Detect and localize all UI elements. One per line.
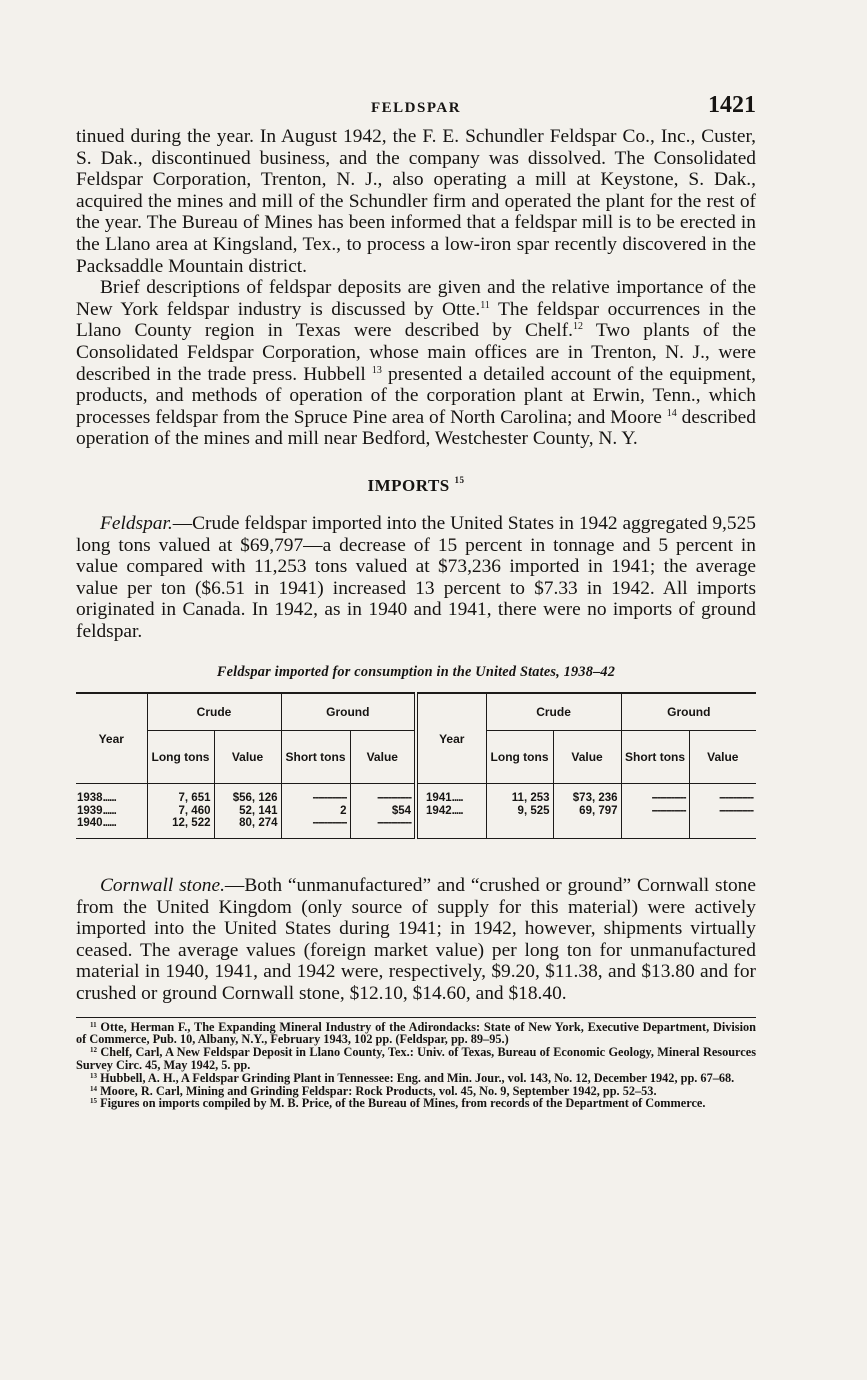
table-caption: Feldspar imported for consumption in the United States, 1938–42 — [216, 664, 616, 681]
data-cell: $56, 126 — [214, 792, 281, 805]
footnote-text: Figures on imports compiled by M. B. Price, of the Bureau of Mines, from records of the Department of Commerce. — [97, 1096, 706, 1111]
footnote-ref[interactable]: 14 — [666, 407, 677, 419]
running-title: FELDSPAR — [370, 100, 462, 116]
paragraph-text: presented a detailed account of the equipment, products, and methods of operation of the corporation plant at Erwin, Tenn., which processes feldspar from the Spruce Pine area of North Carolina; and Moore — [76, 363, 757, 428]
col-header-value: Value — [689, 731, 756, 784]
paragraph-cornwall-stone — [76, 875, 756, 1005]
paragraph-text: —Both “unmanufactured” and “crushed or ground” Cornwall stone from the United Kingdom (only source of supply for this material) were actively imported into the United States during 1941; in 1942, however, shipments virtually ceased. The average values (foreign market value) per long ton for unmanufactured material in 1940, 1941, and 1942 were, respectively, $9.20, $11.38, and $13.80 and for crushed or ground Cornwall stone, $12.10, $14.60, and $18.40. — [76, 874, 756, 1004]
data-cell: 80, 274 — [214, 817, 281, 830]
footnote-number: 11 — [90, 1020, 97, 1029]
footnotes — [76, 1017, 756, 1111]
paragraph-text: described operation of the mines and mill near Bedford, Westchester County, N. Y. — [76, 406, 756, 450]
footnote-ref[interactable]: 11 — [480, 299, 490, 311]
footnote-number: 14 — [90, 1084, 97, 1093]
year-cell: 1942..... — [416, 805, 486, 818]
footnote-text: Hubbell, A. H., A Feldspar Grinding Plant in Tennessee: Eng. and Min. Jour., vol. 143, No. 12, December 1942, pp. 67–68. — [97, 1070, 735, 1085]
paragraph-feldspar-imports — [76, 513, 756, 643]
year-cell: 1939...... — [77, 804, 116, 817]
year-value: 1941 — [426, 792, 452, 805]
data-cell: 2 — [281, 805, 350, 818]
page-number: 1421 — [708, 92, 756, 118]
data-cell-empty: ------------ — [350, 792, 416, 805]
data-cell-empty: ------------ — [621, 792, 689, 805]
data-cell: 69, 797 — [553, 805, 621, 818]
footnote — [76, 1021, 756, 1047]
data-cell: 52, 141 — [214, 805, 281, 818]
run-in-heading: Cornwall stone. — [100, 874, 225, 896]
footnote-ref[interactable]: 12 — [572, 321, 583, 333]
paragraph-text: The feldspar occurrences in the Llano County region in Texas were described by Chelf. — [76, 298, 756, 342]
paragraph-references — [76, 277, 756, 450]
data-cell: $73, 236 — [553, 792, 621, 805]
footnote-text: Otte, Herman F., The Expanding Mineral Industry of the Adirondacks: State of New York, Executive Department, Division of Commerce, Pub. 10, Albany, N.Y., February 1943, 102 pp. (Feldspar, pp. 89–95.) — [76, 1019, 756, 1047]
col-header-year: Year — [416, 693, 486, 784]
data-cell-empty: ------------ — [621, 805, 689, 818]
col-header-crude: Crude — [147, 693, 281, 731]
footnote-text: Moore, R. Carl, Mining and Grinding Feldspar: Rock Products, vol. 45, No. 9, September 1942, pp. 52–53. — [97, 1083, 657, 1098]
col-header-long-tons: Long tons — [147, 731, 214, 784]
footnote-ref[interactable]: 15 — [454, 474, 465, 485]
paragraph-continued: tinued during the year. In August 1942, the F. E. Schundler Feldspar Co., Inc., Custer, S. Dak., discontinued business, and the company was dissolved. The Consolidated Feldspar Corporation, Trenton, N. J., also operating a mill at Keystone, S. Dak., acquired the mines and mill of the Schundler firm and operated the plant for the rest of the year. The Bureau of Mines has been informed that a feldspar mill is to be erected in the Llano area at Kingsland, Tex., to process a low-iron spar recently discovered in the Packsaddle Mountain district. — [76, 126, 756, 277]
year-cell: 1941..... — [416, 792, 486, 805]
data-cell: 11, 253 — [486, 792, 553, 805]
paragraph-text: Brief descriptions of feldspar deposits are given and the relative importance of the New York feldspar industry is discussed by Otte. — [76, 277, 756, 320]
footnote — [76, 1046, 756, 1072]
col-header-year: Year — [76, 693, 147, 784]
paragraph-text: —Crude feldspar imported into the United States in 1942 aggregated 9,525 long tons valued at $69,797—a decrease of 15 percent in tonnage and 5 percent in value compared with 11,253 tons valued at $73,236 imported in 1941; the average value per ton ($6.51 in 1941) increased 13 percent to $7.33 in 1942. All imports originated in Canada. In 1942, as in 1940 and 1941, there were no imports of ground feldspar. — [76, 512, 756, 642]
year-cell: 1938...... — [77, 792, 116, 805]
footnote-ref[interactable]: 13 — [371, 364, 382, 376]
data-cell: 7, 651 — [147, 792, 214, 805]
col-header-long-tons: Long tons — [486, 731, 553, 784]
cornwall-section — [76, 875, 756, 1005]
year-value: 1940 — [77, 817, 103, 830]
year-value: 1942 — [426, 804, 452, 817]
section-heading-imports — [76, 476, 756, 496]
col-header-crude: Crude — [486, 693, 621, 731]
imports-table — [76, 692, 756, 839]
data-cell: 12, 522 — [147, 817, 214, 830]
table-row — [76, 817, 756, 830]
data-cell-empty: ------------ — [281, 817, 350, 830]
col-header-value: Value — [350, 731, 416, 784]
data-cell-empty: ------------ — [689, 805, 756, 818]
run-in-heading: Feldspar. — [100, 512, 173, 534]
running-head — [76, 92, 756, 126]
footnote-number: 15 — [90, 1097, 97, 1106]
document-page — [76, 92, 756, 1110]
data-cell-empty: ------------ — [350, 817, 416, 830]
table-row — [76, 805, 756, 818]
col-header-value: Value — [214, 731, 281, 784]
footnote — [76, 1097, 756, 1110]
year-value: 1939 — [77, 804, 103, 817]
footnote-text: Chelf, Carl, A New Feldspar Deposit in Llano County, Tex.: Univ. of Texas, Bureau of Economic Geology, Mineral Resources Survey Circ. 45, May 1942, 5. pp. — [76, 1045, 756, 1072]
footnote-number: 13 — [90, 1071, 97, 1080]
paragraph-text: Two plants of the Consolidated Feldspar Corporation, whose main offices are in Trenton, N. J., were described in the trade press. Hubbell — [76, 320, 756, 385]
table-row — [76, 792, 756, 805]
col-header-ground: Ground — [281, 693, 416, 731]
body-text — [76, 126, 756, 642]
data-cell: 9, 525 — [486, 805, 553, 818]
footnote-number: 12 — [90, 1046, 97, 1055]
year-cell: 1940...... — [77, 817, 116, 830]
data-cell-empty: ------------ — [689, 792, 756, 805]
year-value: 1938 — [77, 792, 103, 805]
col-header-value: Value — [553, 731, 621, 784]
col-header-short-tons: Short tons — [621, 731, 689, 784]
section-heading-text: IMPORTS — [367, 475, 450, 495]
col-header-short-tons: Short tons — [281, 731, 350, 784]
data-cell: $54 — [350, 805, 416, 818]
data-cell-empty: ------------ — [281, 792, 350, 805]
col-header-ground: Ground — [621, 693, 756, 731]
data-cell: 7, 460 — [147, 805, 214, 818]
